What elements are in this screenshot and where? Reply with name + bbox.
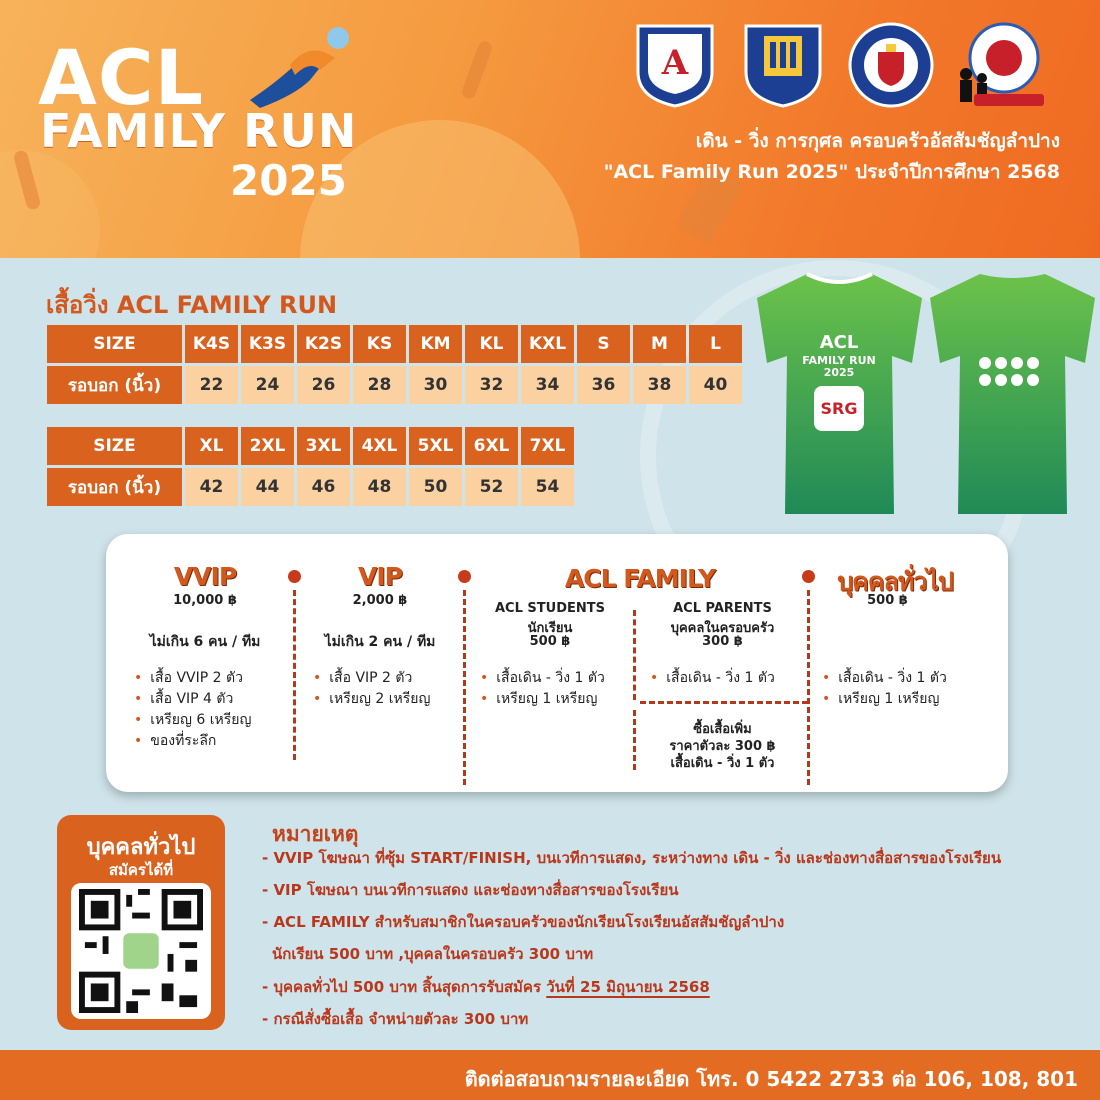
students-benefits-list <box>480 668 605 710</box>
chest-cell: 54 <box>521 468 574 506</box>
parents-benefits-list <box>650 668 775 689</box>
qr-code[interactable] <box>71 883 211 1019</box>
chest-cell: 42 <box>185 468 238 506</box>
shirt-section-title: เสื้อวิ่ง ACL FAMILY RUN <box>46 291 338 319</box>
chest-cell: 38 <box>633 366 686 404</box>
note-item: - VIP โฆษณา บนเวทีการแสดง และช่องทางสื่อสารของโรงเรียน <box>262 881 679 899</box>
size-table-2 <box>44 424 577 509</box>
size-label: SIZE <box>47 427 182 465</box>
contact-info: ติดต่อสอบถามรายละเอียด โทร. 0 5422 2733 ต่อ 106, 108, 801 <box>464 1067 1078 1091</box>
list-item: • เหรียญ 6 เหรียญ <box>134 710 251 731</box>
shirt-back-image <box>925 268 1100 518</box>
notes-title: หมายเหตุ <box>272 822 359 846</box>
chest-cell: 28 <box>353 366 406 404</box>
qr-code-icon <box>79 889 203 1013</box>
runner-silhouette <box>460 39 494 100</box>
size-cell: M <box>633 325 686 363</box>
shirt-front-text: ACL <box>819 332 859 353</box>
students-title: ACL STUDENTS <box>495 601 605 616</box>
parents-price: 300 ฿ <box>702 634 743 649</box>
size-cell: 6XL <box>465 427 518 465</box>
shirt-front-text: SRG <box>820 399 858 418</box>
parents-title: ACL PARENTS <box>673 601 772 616</box>
shirt-front-image <box>752 268 927 518</box>
size-cell: 2XL <box>241 427 294 465</box>
school-crest-badge <box>632 22 718 108</box>
event-title-line1: เดิน - วิ่ง การกุศล ครอบครัวอัสสัมชัญลำปาง <box>695 130 1060 152</box>
size-cell: 7XL <box>521 427 574 465</box>
chest-cell: 44 <box>241 468 294 506</box>
students-price: 500 ฿ <box>529 634 571 649</box>
logo-year-text: 2025 <box>230 156 347 205</box>
logo-family-run-text: FAMILY RUN <box>40 104 358 158</box>
divider-line <box>807 590 810 785</box>
size-cell: K3S <box>241 325 294 363</box>
chest-cell: 26 <box>297 366 350 404</box>
list-item: • เสื้อ VIP 4 ตัว <box>134 689 251 710</box>
deadline-date: วันที่ 25 มิถุนายน 2568 <box>546 978 710 996</box>
qr-register-box <box>57 815 225 1030</box>
list-item: • ของที่ระลึก <box>134 731 251 752</box>
vip-title: VIP <box>358 562 402 591</box>
vvip-limit: ไม่เกิน 6 คน / ทีม <box>149 634 261 650</box>
shirt-front-text: 2025 <box>823 366 855 379</box>
general-title: บุคคลทั่วไป <box>837 567 953 596</box>
list-item: • เหรียญ 1 เหรียญ <box>480 689 605 710</box>
size-cell: KXL <box>521 325 574 363</box>
list-item: • เสื้อเดิน - วิ่ง 1 ตัว <box>650 668 775 689</box>
parents-sub: บุคคลในครอบครัว <box>670 621 775 636</box>
size-cell: KL <box>465 325 518 363</box>
list-item: • เหรียญ 1 เหรียญ <box>822 689 947 710</box>
vip-limit: ไม่เกิน 2 คน / ทีม <box>324 634 436 650</box>
divider-dot <box>802 570 815 583</box>
list-item: • เสื้อ VIP 2 ตัว <box>313 668 430 689</box>
chest-cell: 46 <box>297 468 350 506</box>
divider-dot <box>458 570 471 583</box>
vvip-title: VVIP <box>173 562 237 591</box>
size-cell: XL <box>185 427 238 465</box>
vvip-benefits-list <box>134 668 251 752</box>
list-item: • เสื้อเดิน - วิ่ง 1 ตัว <box>822 668 947 689</box>
chest-cell: 32 <box>465 366 518 404</box>
size-cell: KM <box>409 325 462 363</box>
size-cell: 4XL <box>353 427 406 465</box>
size-row <box>47 427 574 465</box>
general-price: 500 ฿ <box>867 593 908 608</box>
size-cell: 5XL <box>409 427 462 465</box>
vip-benefits-list <box>313 668 430 710</box>
note-item: นักเรียน 500 บาท ,บุคคลในครอบครัว 300 บาท <box>272 945 594 963</box>
acl-family-title: ACL FAMILY <box>564 564 716 593</box>
divider-line <box>633 610 636 700</box>
event-title-line2: "ACL Family Run 2025" ประจำปีการศึกษา 2568 <box>603 161 1060 183</box>
alumni-association-badge <box>848 22 934 108</box>
chest-cell: 52 <box>465 468 518 506</box>
sun-decoration <box>0 150 100 258</box>
general-benefits-list <box>822 668 947 710</box>
size-cell: K2S <box>297 325 350 363</box>
parent-network-badge <box>956 22 1046 108</box>
extra-shirt-line3: เสื้อเดิน - วิ่ง 1 ตัว <box>670 756 775 771</box>
divider-line <box>463 590 466 785</box>
chest-cell: 24 <box>241 366 294 404</box>
note-item: - กรณีสั่งซื้อเสื้อ จำหน่ายตัวละ 300 บาท <box>262 1010 529 1028</box>
vvip-price: 10,000 ฿ <box>173 593 237 608</box>
divider-line <box>633 710 636 770</box>
chest-cell: 48 <box>353 468 406 506</box>
list-item: • เสื้อเดิน - วิ่ง 1 ตัว <box>480 668 605 689</box>
extra-shirt-line2: ราคาตัวละ 300 ฿ <box>669 739 776 754</box>
shirt-front-text: FAMILY RUN <box>802 354 876 367</box>
divider-dot <box>288 570 301 583</box>
svg-text:A: A <box>661 43 689 83</box>
header-banner <box>0 0 1100 258</box>
note-item: - ACL FAMILY สำหรับสมาชิกในครอบครัวของนักเรียนโรงเรียนอัสสัมชัญลำปาง <box>262 913 785 931</box>
size-row <box>47 325 742 363</box>
divider-line <box>640 701 808 704</box>
chest-cell: 22 <box>185 366 238 404</box>
chest-row <box>47 468 574 506</box>
size-cell: 3XL <box>297 427 350 465</box>
chest-cell: 34 <box>521 366 574 404</box>
list-item: • เสื้อ VVIP 2 ตัว <box>134 668 251 689</box>
size-table-1 <box>44 322 745 407</box>
qr-subtitle: สมัครได้ที่ <box>108 861 174 879</box>
logo-acl-text: ACL <box>38 33 205 122</box>
size-cell: K4S <box>185 325 238 363</box>
chest-cell: 50 <box>409 468 462 506</box>
size-cell: KS <box>353 325 406 363</box>
size-label: SIZE <box>47 325 182 363</box>
chest-label: รอบอก (นิ้ว) <box>47 468 182 506</box>
extra-shirt-line1: ซื้อเสื้อเพิ่ม <box>693 722 752 737</box>
size-cell: S <box>577 325 630 363</box>
chest-row <box>47 366 742 404</box>
divider-line <box>293 590 296 760</box>
note-item <box>262 975 710 999</box>
qr-title: บุคคลทั่วไป <box>86 835 196 860</box>
vip-price: 2,000 ฿ <box>352 593 408 608</box>
size-cell: L <box>689 325 742 363</box>
chest-cell: 40 <box>689 366 742 404</box>
chest-label: รอบอก (นิ้ว) <box>47 366 182 404</box>
chest-cell: 30 <box>409 366 462 404</box>
students-sub: นักเรียน <box>527 621 573 636</box>
note-text: - บุคคลทั่วไป 500 บาท สิ้นสุดการรับสมัคร <box>262 978 547 996</box>
runner-logo-icon <box>240 20 360 110</box>
note-item: - VVIP โฆษณา ที่ซุ้ม START/FINISH, บนเวทีการแสดง, ระหว่างทาง เดิน - วิ่ง และช่องทางสื่อสารของโรงเรียน <box>262 849 1002 867</box>
chest-cell: 36 <box>577 366 630 404</box>
list-item: • เหรียญ 2 เหรียญ <box>313 689 430 710</box>
pta-badge <box>740 22 826 108</box>
